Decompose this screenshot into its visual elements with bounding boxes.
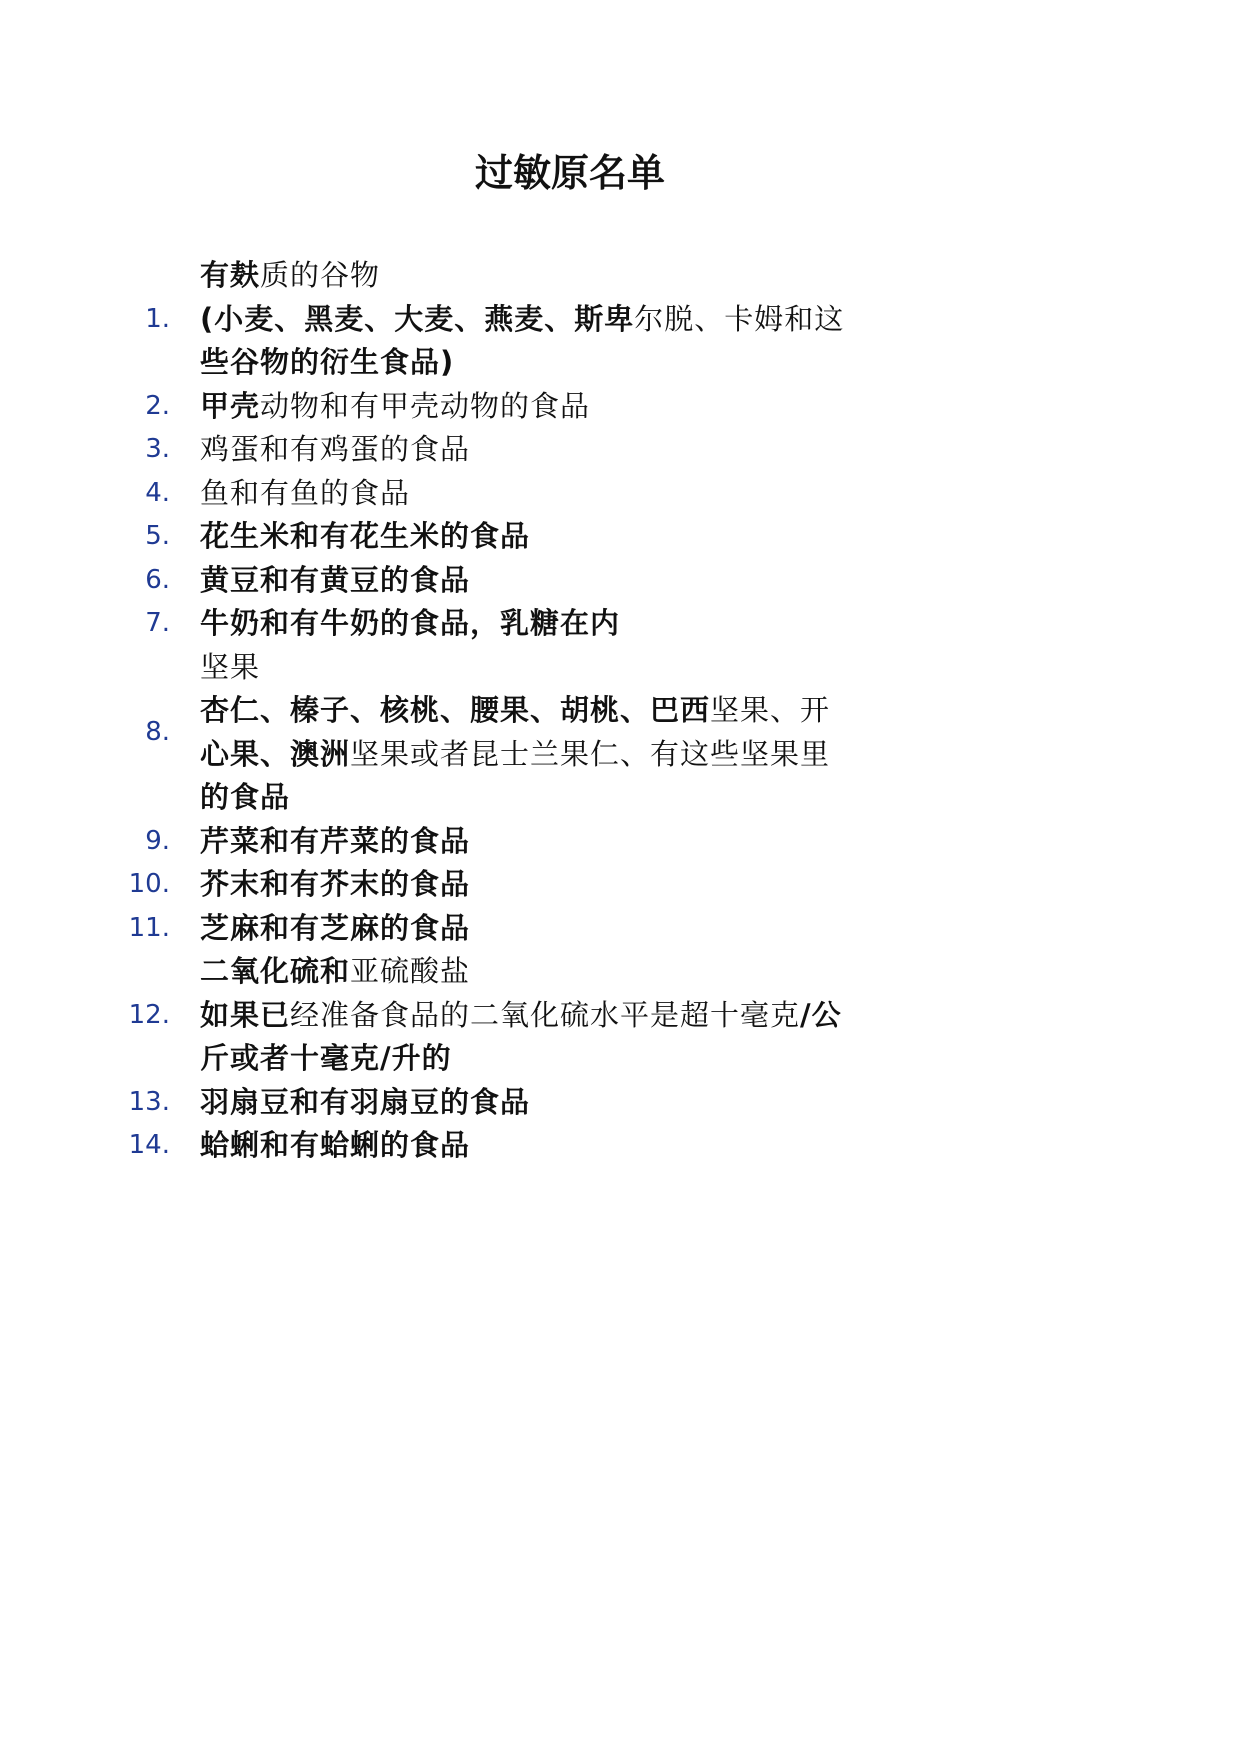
item-text: [200, 602, 950, 646]
item-line: [200, 515, 950, 559]
item-number: 14.: [128, 1130, 170, 1160]
list-item: [130, 472, 950, 516]
item-line: [200, 907, 950, 951]
item-line: [200, 863, 950, 907]
bold-text-segment: 芥末和有芥末的食品: [200, 867, 471, 901]
bold-text-segment: 斤或者十毫克/升的: [200, 1041, 452, 1075]
allergen-list: [130, 254, 950, 1168]
item-number: 5.: [145, 521, 170, 551]
text-segment: 质的谷物: [260, 258, 381, 292]
item-line: [200, 820, 950, 864]
item-text: [200, 1081, 950, 1125]
item-line: [200, 341, 950, 385]
item-number: 4.: [145, 477, 170, 508]
text-segment: 坚果: [200, 649, 261, 684]
list-item: [130, 646, 950, 820]
list-item: [130, 385, 950, 429]
list-item: [130, 428, 950, 472]
list-item: [130, 820, 950, 864]
item-text: [200, 515, 950, 559]
item-number: 11.: [128, 912, 170, 943]
item-line: [200, 646, 950, 690]
bold-text-segment: 黄豆和有黄豆的食品: [200, 562, 471, 597]
item-number: 10.: [128, 869, 170, 899]
bold-text-segment: 的食品: [200, 780, 291, 814]
item-number: 1.: [145, 303, 170, 334]
item-text: [200, 907, 950, 951]
item-text: [200, 950, 950, 1081]
bold-text-segment: 芝麻和有芝麻的食品: [200, 910, 471, 945]
item-number: 7.: [145, 608, 170, 638]
bold-text-segment: 甲壳: [200, 388, 261, 423]
bold-text-segment: /公: [800, 997, 842, 1032]
list-item: [130, 602, 950, 646]
item-line: [200, 994, 950, 1038]
item-line: [200, 1081, 950, 1125]
text-segment: 鱼和有鱼的食品: [200, 475, 411, 510]
text-segment: 坚果或者昆士兰果仁、有这些坚果里: [350, 736, 831, 771]
list-item: [130, 950, 950, 1081]
text-segment: 坚果、开: [710, 693, 831, 727]
item-number: 13.: [128, 1086, 170, 1117]
list-item: [130, 1081, 950, 1125]
list-item: [130, 559, 950, 603]
item-line: [200, 689, 950, 733]
item-line: [200, 1037, 950, 1081]
bold-text-segment: 些谷物的衍生食品): [200, 345, 455, 379]
item-line: [200, 298, 950, 342]
bold-text-segment: (小麦、黑麦、大麦、燕麦、斯卑: [200, 301, 635, 336]
bold-text-segment: 杏仁、榛子、核桃、腰果、胡桃、巴西: [200, 693, 711, 727]
item-number: 12.: [128, 999, 170, 1030]
item-text: [200, 254, 950, 385]
item-text: [200, 472, 950, 516]
bold-text-segment: 羽扇豆和有羽扇豆的食品: [200, 1084, 531, 1119]
item-number: 8.: [145, 716, 170, 747]
item-number: 2.: [145, 390, 170, 421]
item-text: [200, 428, 950, 472]
page-title: 过敏原名单: [474, 151, 665, 195]
bold-text-segment: 花生米和有花生米的食品: [200, 519, 531, 553]
text-segment: 经准备食品的二氧化硫水平是超十毫克: [290, 997, 801, 1032]
item-line: [200, 254, 950, 298]
item-line: [200, 1124, 950, 1168]
list-item: [130, 907, 950, 951]
item-line: [200, 428, 950, 472]
item-number: 6.: [145, 564, 170, 595]
item-line: [200, 472, 950, 516]
item-number: 9.: [145, 825, 170, 856]
item-text: [200, 646, 950, 820]
list-item: [130, 515, 950, 559]
item-text: [200, 385, 950, 429]
text-segment: 动物和有甲壳动物的食品: [260, 388, 591, 423]
item-line: [200, 950, 950, 994]
bold-text-segment: 牛奶和有牛奶的食品，乳糖在内: [200, 606, 621, 640]
bold-text-segment: 如果已: [200, 997, 291, 1032]
item-text: [200, 863, 950, 907]
item-line: [200, 559, 950, 603]
item-line: [200, 733, 950, 777]
item-text: [200, 559, 950, 603]
item-line: [200, 776, 950, 820]
text-segment: 鸡蛋和有鸡蛋的食品: [200, 432, 471, 466]
list-item: [130, 863, 950, 907]
text-segment: 亚硫酸盐: [350, 954, 471, 988]
item-number: 3.: [145, 434, 170, 464]
item-text: [200, 1124, 950, 1168]
list-item: [130, 1124, 950, 1168]
bold-text-segment: 二氧化硫和: [200, 954, 351, 988]
item-text: [200, 820, 950, 864]
list-item: [130, 254, 950, 385]
bold-text-segment: 芹菜和有芹菜的食品: [200, 823, 471, 858]
bold-text-segment: 蛤蜊和有蛤蜊的食品: [200, 1128, 471, 1162]
text-segment: 尔脱、卡姆和这: [634, 301, 845, 336]
item-line: [200, 385, 950, 429]
bold-text-segment: 心果、澳洲: [200, 736, 351, 771]
item-line: [200, 602, 950, 646]
bold-text-segment: 有麸: [200, 258, 261, 292]
